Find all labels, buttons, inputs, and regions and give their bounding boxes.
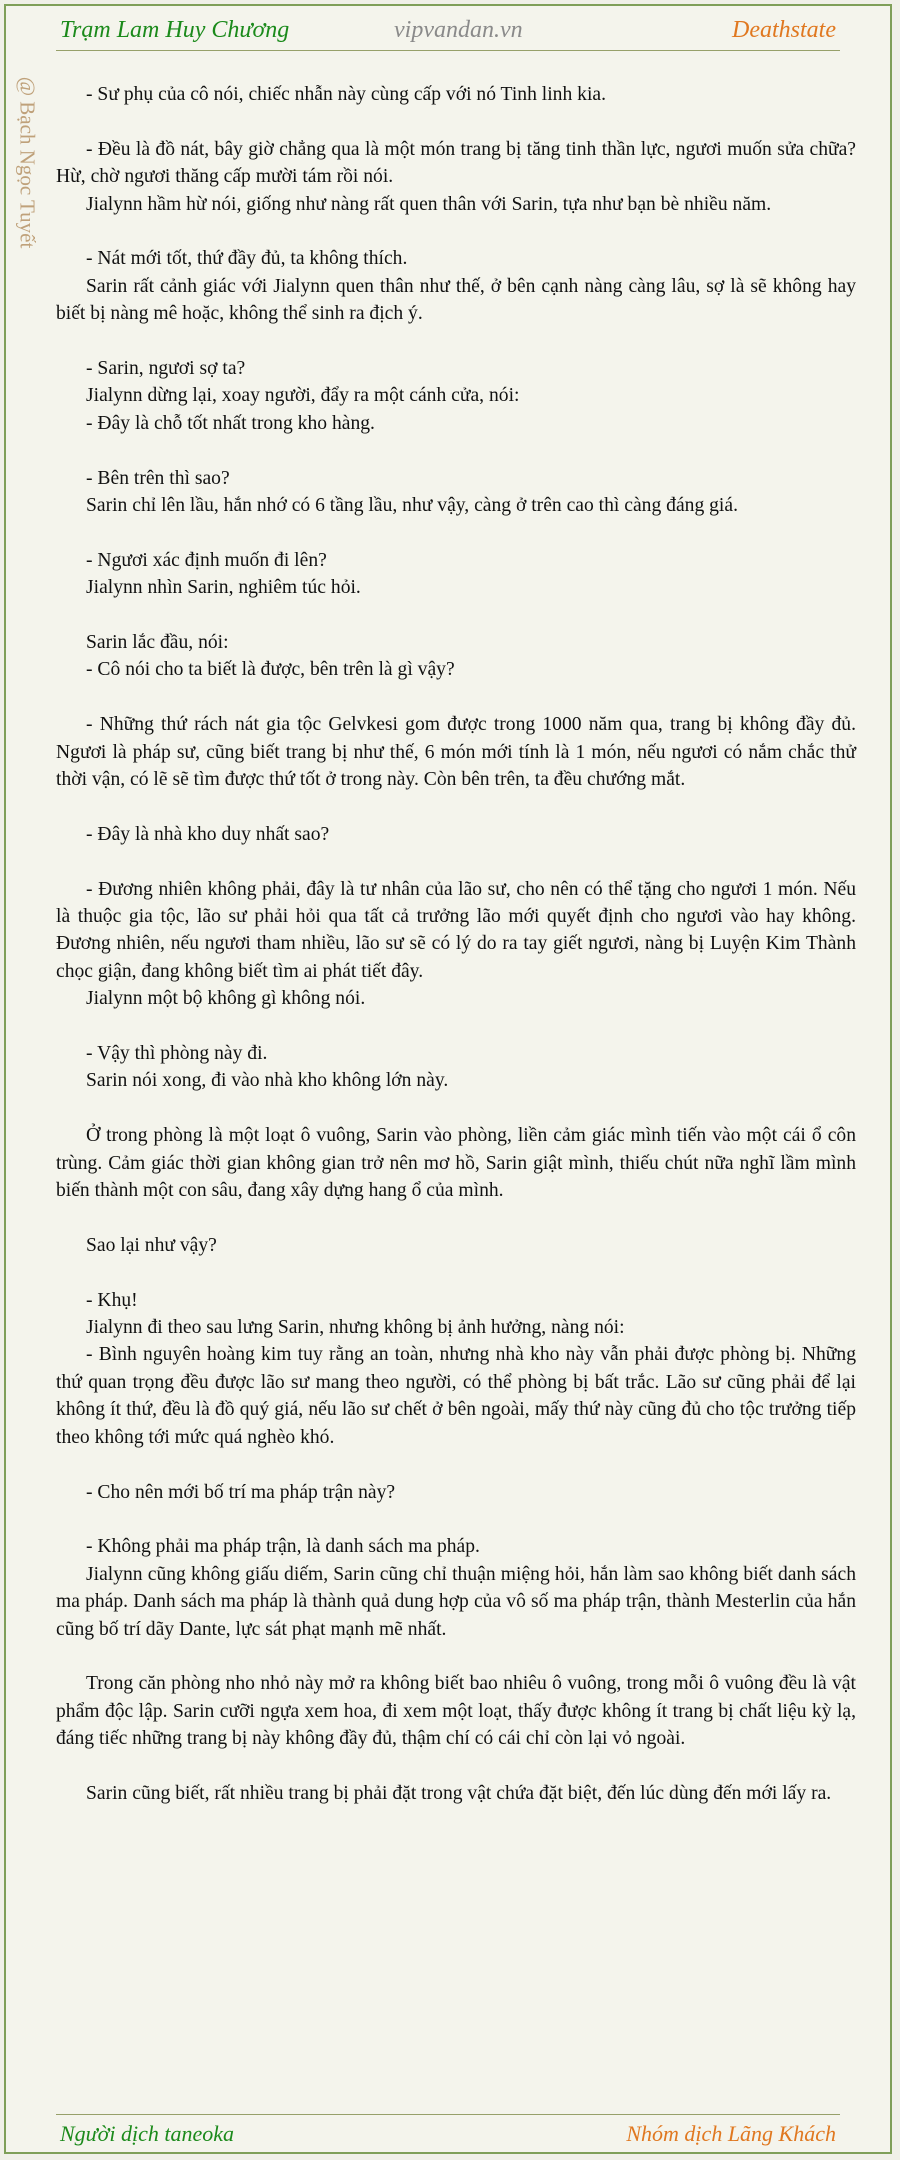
paragraph: - Đây là chỗ tốt nhất trong kho hàng. [86, 412, 375, 434]
paragraph: - Nát mới tốt, thứ đầy đủ, ta không thích. [86, 248, 408, 270]
site-name: vipvandan.vn [394, 17, 523, 43]
paragraph: Sarin cũng biết, rất nhiều trang bị phải đặt trong vật chứa đặt biệt, đến lúc dùng đến mới lấy ra. [86, 1782, 832, 1804]
paragraph: - Không phải ma pháp trận, là danh sách ma pháp. [86, 1536, 480, 1558]
paragraph: - Đều là đồ nát, bây giờ chẳng qua là một món trang bị tăng tinh thần lực, ngươi muốn sửa chữa? Hừ, chờ ngươi thăng cấp mười tám rồi nói. [56, 138, 856, 188]
paragraph: Ở trong phòng là một loạt ô vuông, Sarin vào phòng, liền cảm giác mình tiến vào một cái ổ côn trùng. Cảm giác thời gian không gian trở nên mơ hồ, Sarin giật mình, thiếu chút nữa nghĩ lầm mình biến thành một con sâu, đang xây dựng hang ổ của mình. [56, 1125, 856, 1202]
paragraph: - Cho nên mới bố trí ma pháp trận này? [86, 1481, 396, 1503]
paragraph: Sarin rất cảnh giác với Jialynn quen thân như thế, ở bên cạnh nàng càng lâu, sợ là sẽ không hay biết bị nàng mê hoặc, không thể sinh ra địch ý. [56, 275, 856, 325]
series-name: Deathstate [732, 17, 836, 43]
paragraph: - Bình nguyên hoàng kim tuy rằng an toàn, nhưng nhà kho này vẫn phải được phòng bị. Những thứ quan trọng đều được lão sư mang theo người, có thể phòng bị bất trắc. Lão sư cũng phải để lại không ít thứ, đều là đồ quý giá, nếu lão sư chết ở bên ngoài, mấy thứ này cũng đủ cho tộc trưởng tiếp theo không tới mức quá nghèo khó. [56, 1344, 856, 1448]
sidebar-watermark [12, 54, 42, 274]
paragraph: Trong căn phòng nho nhỏ này mở ra không biết bao nhiêu ô vuông, trong mỗi ô vuông đều là vật phẩm độc lập. Sarin cưỡi ngựa xem hoa, đi xem một loạt, thấy được không ít trang bị chất liệu kỳ lạ, đáng tiếc những trang bị này không đầy đủ, thậm chí có cái chỉ còn lại vỏ ngoài. [56, 1673, 856, 1750]
paragraph: - Đương nhiên không phải, đây là tư nhân của lão sư, cho nên có thể tặng cho ngươi 1 món. Nếu là thuộc gia tộc, lão sư phải hỏi qua tất cả trưởng lão mới quyết định cho ngươi vào hay không. Đương nhiên, nếu ngươi tham nhiều, lão sư sẽ có lý do ra tay giết ngươi, nàng bị Luyện Kim Thành chọc giận, đang không biết tìm ai phát tiết đây. [56, 878, 856, 982]
paragraph: Jialynn đi theo sau lưng Sarin, nhưng không bị ảnh hưởng, nàng nói: [86, 1317, 625, 1339]
paragraph: - Sarin, ngươi sợ ta? [86, 358, 246, 380]
paragraph: - Sư phụ của cô nói, chiếc nhẫn này cùng cấp với nó Tinh linh kia. [86, 84, 606, 105]
paragraph: Sarin lắc đầu, nói: [86, 632, 229, 654]
page-frame [4, 4, 892, 2154]
paragraph: Jialynn cũng không giấu diếm, Sarin cũng chỉ thuận miệng hỏi, hắn làm sao không biết danh sách ma pháp. Danh sách ma pháp là thành quả dung hợp của vô số ma pháp trận, thành Mesterlin của hắn cũng bố trí dãy Dante, lực sát phạt mạnh mẽ nhất. [56, 1563, 856, 1640]
paragraph: Jialynn nhìn Sarin, nghiêm túc hỏi. [86, 577, 361, 599]
paragraph: - Cô nói cho ta biết là được, bên trên là gì vậy? [86, 659, 455, 681]
paragraph: - Ngươi xác định muốn đi lên? [86, 549, 327, 571]
page-header [56, 14, 840, 51]
paragraph: Jialynn dừng lại, xoay người, đẩy ra một cánh cửa, nói: [86, 385, 520, 407]
paragraph: Sao lại như vậy? [86, 1234, 217, 1256]
paragraph: Jialynn một bộ không gì không nói. [86, 988, 366, 1010]
paragraph: Sarin nói xong, đi vào nhà kho không lớn này. [86, 1070, 449, 1092]
paragraph: - Vậy thì phòng này đi. [86, 1043, 268, 1065]
paragraph: - Bên trên thì sao? [86, 467, 230, 489]
book-title: Trạm Lam Huy Chương [60, 17, 290, 43]
paragraph: Jialynn hầm hừ nói, giống như nàng rất quen thân với Sarin, tựa như bạn bè nhiều năm. [86, 193, 772, 215]
paragraph: - Đây là nhà kho duy nhất sao? [86, 823, 330, 845]
group-credit: Nhóm dịch Lãng Khách [626, 2121, 836, 2146]
paragraph: Sarin chỉ lên lầu, hắn nhớ có 6 tầng lầu, như vậy, càng ở trên cao thì càng đáng giá. [86, 495, 738, 517]
translator-credit: Người dịch taneoka [60, 2121, 235, 2146]
paragraph: - Khụ! [86, 1289, 138, 1311]
watermark-text: @ Bạch Ngọc Tuyết [15, 76, 40, 249]
page-footer [56, 2114, 840, 2151]
paragraph: - Những thứ rách nát gia tộc Gelvkesi gom được trong 1000 năm qua, trang bị không đầy đủ. Ngươi là pháp sư, cũng biết trang bị như thế, 6 món mới tính là 1 món, nếu ngươi có nắm chắc thử thời vận, có lẽ sẽ tìm được thứ tốt ở trong này. Còn bên trên, ta đều chướng mắt. [56, 714, 856, 791]
chapter-content [56, 81, 856, 1807]
